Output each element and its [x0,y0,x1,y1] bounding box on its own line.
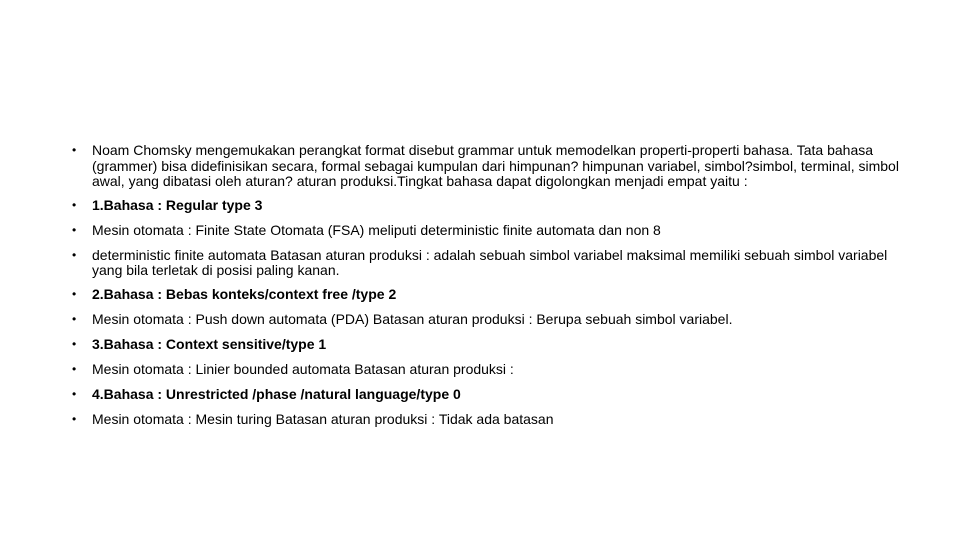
list-item-text: Mesin otomata : Linier bounded automata Batasan aturan produksi : [92,360,514,377]
bullet-icon: • [72,286,77,301]
list-item-text: 1.Bahasa : Regular type 3 [92,196,263,213]
list-item [72,412,902,427]
list-item [72,387,902,402]
list-item [72,362,902,377]
list-item [72,248,902,279]
list-item-text: 4.Bahasa : Unrestricted /phase /natural language/type 0 [92,385,461,402]
bullet-icon: • [72,143,77,157]
list-item [72,198,902,213]
bullet-icon: • [72,386,77,401]
bullet-icon: • [72,361,77,376]
list-item-text: deterministic finite automata Batasan aturan produksi : adalah sebuah simbol variabel maksimal memiliki sebuah simbol variabel yang bila terletak di posisi paling kanan. [92,246,888,278]
list-item [72,143,902,190]
bullet-icon: • [72,197,77,212]
list-item [72,312,902,327]
list-item [72,337,902,352]
list-item [72,287,902,302]
list-item [72,223,902,238]
bullet-icon: • [72,222,77,237]
bullet-icon: • [72,336,77,351]
list-item-text: Mesin otomata : Finite State Otomata (FSA) meliputi deterministic finite automata dan non 8 [92,221,661,238]
bullet-icon: • [72,311,77,326]
list-item-text: 2.Bahasa : Bebas konteks/context free /type 2 [92,285,397,302]
bullet-icon: • [72,247,77,262]
bullet-list [72,143,902,437]
list-item-text: Noam Chomsky mengemukakan perangkat format disebut grammar untuk memodelkan properti-properti bahasa. Tata bahasa (grammer) bisa didefinisikan secara, formal sebagai kumpulan dari himpunan? himpunan variabel, simbol?simbol, terminal, simbol awal, yang dibatasi oleh aturan? aturan produksi.Tingkat bahasa dapat digolongkan menjadi empat yaitu : [92,142,899,189]
list-item-text: Mesin otomata : Mesin turing Batasan aturan produksi : Tidak ada batasan [92,410,554,427]
bullet-icon: • [72,411,77,426]
list-item-text: Mesin otomata : Push down automata (PDA) Batasan aturan produksi : Berupa sebuah simbol variabel. [92,310,733,327]
list-item-text: 3.Bahasa : Context sensitive/type 1 [92,335,327,352]
